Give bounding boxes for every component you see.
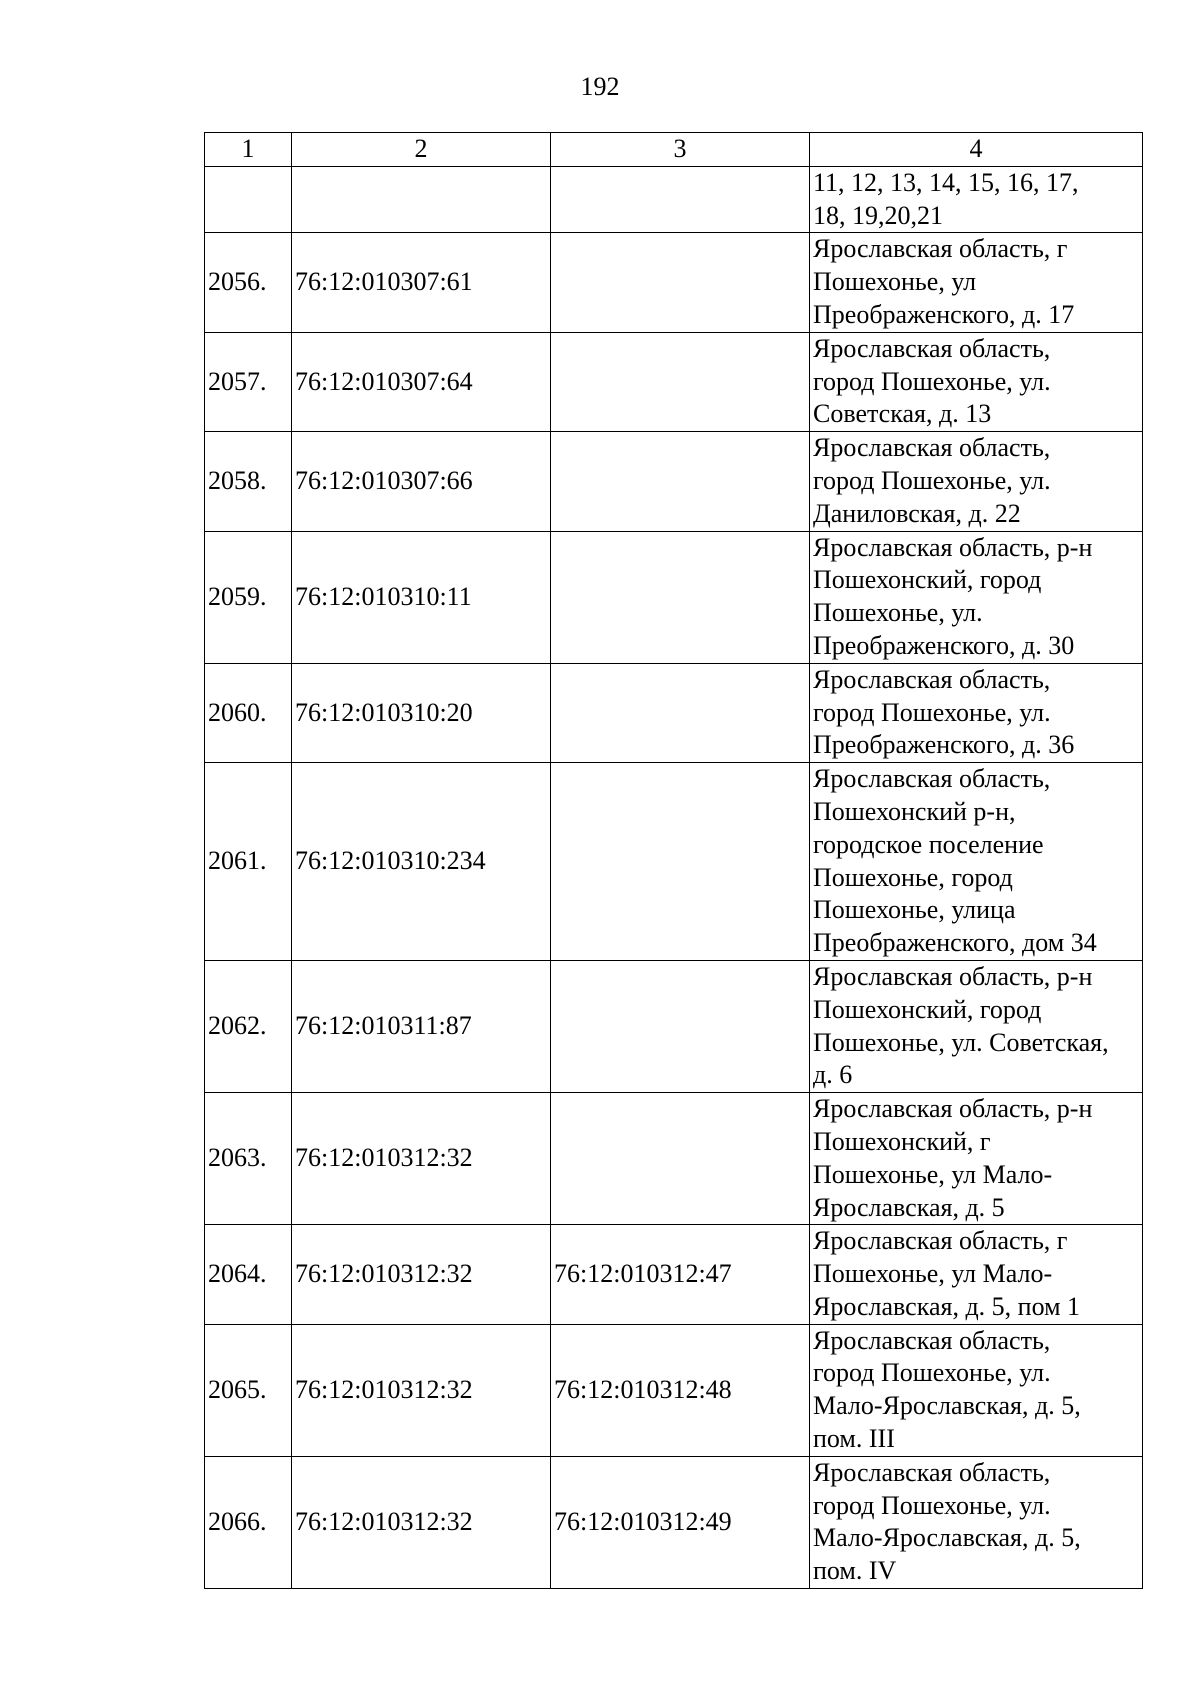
table-row (205, 763, 1143, 961)
address-line: Мало-Ярославская, д. 5, (813, 1523, 1081, 1553)
address-line: Ярославская область, р-н (813, 1094, 1093, 1124)
object-cadastral-number-cell (551, 233, 810, 332)
table-row (205, 1225, 1143, 1324)
object-cadastral-number-cell (551, 432, 810, 531)
column-header-1: 1 (205, 133, 292, 167)
address-cell (810, 960, 1143, 1092)
row-number-cell: 2057. (205, 332, 292, 431)
column-header-3: 3 (551, 133, 810, 167)
table-row (205, 960, 1143, 1092)
address-line: Ярославская область, г (813, 1226, 1068, 1256)
address-line: Преображенского, д. 17 (813, 299, 1075, 329)
object-cadastral-number-cell: 76:12:010312:47 (551, 1225, 810, 1324)
address-line: Ярославская область, (813, 333, 1051, 363)
cadastral-number-cell: 76:12:010310:234 (292, 763, 551, 961)
address-line: Пошехонье, город (813, 862, 1013, 892)
column-header-4: 4 (810, 133, 1143, 167)
address-line: город Пошехонье, ул. (813, 1490, 1051, 1520)
object-cadastral-number-cell (551, 166, 810, 233)
cadastral-number-cell: 76:12:010310:11 (292, 531, 551, 663)
object-cadastral-number-cell (551, 763, 810, 961)
address-line: город Пошехонье, ул. (813, 366, 1051, 396)
address-cell (810, 432, 1143, 531)
address-cell (810, 1093, 1143, 1225)
address-line: Ярославская, д. 5 (813, 1192, 1005, 1222)
row-number-cell: 2064. (205, 1225, 292, 1324)
object-cadastral-number-cell (551, 960, 810, 1092)
table-body (205, 166, 1143, 1588)
address-line: 11, 12, 13, 14, 15, 16, 17, (813, 167, 1079, 197)
address-line: Ярославская область, (813, 433, 1051, 463)
address-line: Пошехонский, город (813, 565, 1042, 595)
address-line: Преображенского, д. 30 (813, 630, 1075, 660)
address-line: городское поселение (813, 829, 1044, 859)
address-line: Ярославская область, р-н (813, 532, 1093, 562)
address-line: Ярославская область, (813, 1325, 1051, 1355)
cadastral-number-cell (292, 166, 551, 233)
cadastral-number-cell: 76:12:010312:32 (292, 1093, 551, 1225)
object-cadastral-number-cell (551, 663, 810, 762)
address-line: Пошехонский, город (813, 994, 1042, 1024)
object-cadastral-number-cell (551, 1093, 810, 1225)
row-number-cell: 2061. (205, 763, 292, 961)
row-number-cell: 2065. (205, 1324, 292, 1456)
address-line: Ярославская область, г (813, 234, 1068, 264)
table-row (205, 663, 1143, 762)
table-row (205, 1456, 1143, 1588)
address-line: Пошехонье, ул. Советская, (813, 1027, 1109, 1057)
address-cell (810, 663, 1143, 762)
address-line: Пошехонский р-н, (813, 796, 1016, 826)
address-line: Мало-Ярославская, д. 5, (813, 1391, 1081, 1421)
address-cell (810, 233, 1143, 332)
address-cell (810, 332, 1143, 431)
row-number-cell: 2060. (205, 663, 292, 762)
address-cell (810, 1456, 1143, 1588)
address-cell (810, 531, 1143, 663)
address-line: Даниловская, д. 22 (813, 498, 1021, 528)
address-line: Ярославская область, (813, 764, 1051, 794)
row-number-cell: 2056. (205, 233, 292, 332)
address-line: 18, 19,20,21 (813, 200, 943, 230)
address-line: д. 6 (813, 1060, 853, 1090)
table-row (205, 166, 1143, 233)
table-row (205, 233, 1143, 332)
address-line: Пошехонье, ул Мало- (813, 1259, 1053, 1289)
address-line: Пошехонье, ул Мало- (813, 1159, 1053, 1189)
address-line: Советская, д. 13 (813, 399, 992, 429)
address-line: Пошехонский, г (813, 1126, 991, 1156)
table-row (205, 332, 1143, 431)
cadastral-number-cell: 76:12:010307:66 (292, 432, 551, 531)
address-line: Пошехонье, улица (813, 895, 1016, 925)
header-row (205, 133, 1143, 167)
object-cadastral-number-cell: 76:12:010312:49 (551, 1456, 810, 1588)
address-line: город Пошехонье, ул. (813, 1358, 1051, 1388)
address-line: пом. IV (813, 1556, 897, 1586)
address-line: город Пошехонье, ул. (813, 697, 1051, 727)
address-line: Преображенского, дом 34 (813, 928, 1097, 958)
object-cadastral-number-cell: 76:12:010312:48 (551, 1324, 810, 1456)
row-number-cell: 2066. (205, 1456, 292, 1588)
cadastral-number-cell: 76:12:010307:64 (292, 332, 551, 431)
address-line: Ярославская, д. 5, пом 1 (813, 1291, 1081, 1321)
table-row (205, 432, 1143, 531)
row-number-cell (205, 166, 292, 233)
address-line: Ярославская область, (813, 664, 1051, 694)
address-line: город Пошехонье, ул. (813, 465, 1051, 495)
cadastral-number-cell: 76:12:010312:32 (292, 1456, 551, 1588)
object-cadastral-number-cell (551, 332, 810, 431)
address-line: Преображенского, д. 36 (813, 730, 1075, 760)
address-cell (810, 1324, 1143, 1456)
table-row (205, 1324, 1143, 1456)
cadastral-number-cell: 76:12:010311:87 (292, 960, 551, 1092)
address-cell (810, 1225, 1143, 1324)
column-header-2: 2 (292, 133, 551, 167)
row-number-cell: 2059. (205, 531, 292, 663)
address-line: Ярославская область, р-н (813, 961, 1093, 991)
cadastral-number-cell: 76:12:010310:20 (292, 663, 551, 762)
address-cell (810, 763, 1143, 961)
address-cell (810, 166, 1143, 233)
cadastral-number-cell: 76:12:010307:61 (292, 233, 551, 332)
address-line: пом. III (813, 1424, 895, 1454)
row-number-cell: 2058. (205, 432, 292, 531)
row-number-cell: 2062. (205, 960, 292, 1092)
cadastral-number-cell: 76:12:010312:32 (292, 1324, 551, 1456)
registry-table (204, 132, 1143, 1589)
page-number: 192 (580, 72, 620, 101)
address-line: Ярославская область, (813, 1457, 1051, 1487)
table-row (205, 531, 1143, 663)
address-line: Пошехонье, ул (813, 267, 977, 297)
object-cadastral-number-cell (551, 531, 810, 663)
row-number-cell: 2063. (205, 1093, 292, 1225)
address-line: Пошехонье, ул. (813, 598, 983, 628)
table-row (205, 1093, 1143, 1225)
cadastral-number-cell: 76:12:010312:32 (292, 1225, 551, 1324)
